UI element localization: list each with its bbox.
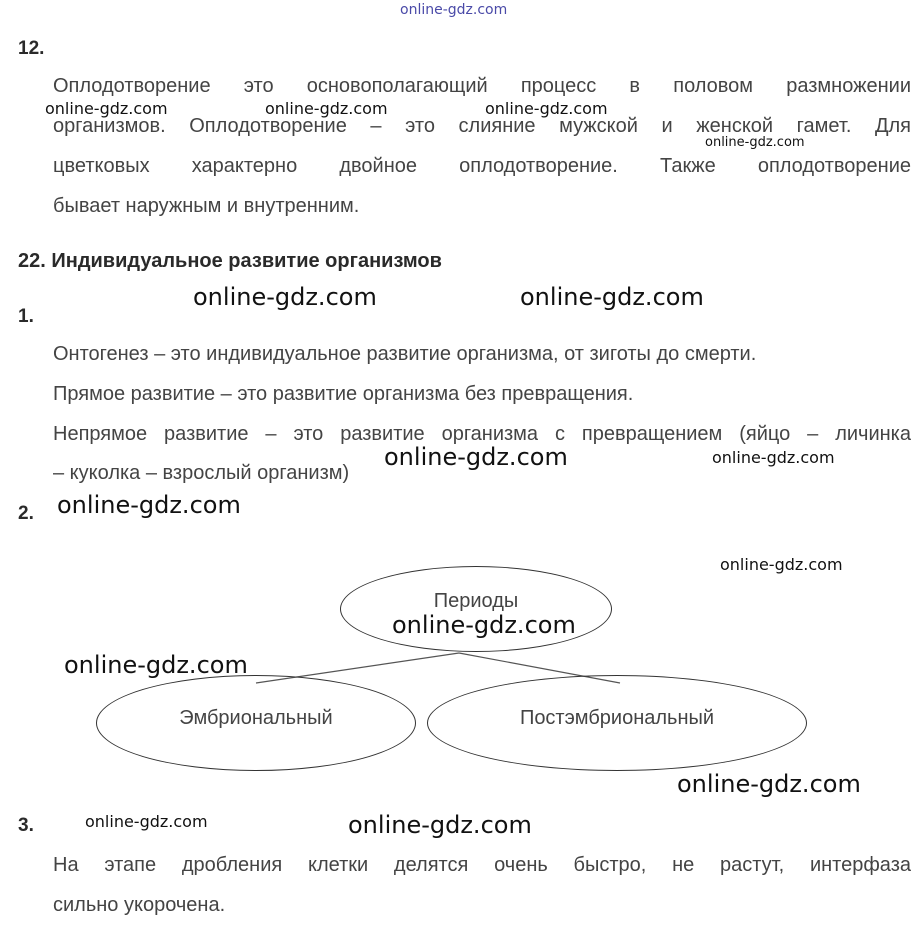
diagram-node-label: Постэмбриональный — [519, 706, 715, 729]
watermark: online-gdz.com — [85, 812, 208, 831]
answer-line: бывает наружным и внутренним. — [53, 195, 360, 217]
watermark: online-gdz.com — [712, 448, 835, 467]
answer-line: Оплодотворение это основополагающий процесс в половом размножении — [53, 75, 911, 97]
watermark: online-gdz.com — [64, 651, 248, 679]
watermark: online-gdz.com — [392, 611, 576, 639]
watermark: online-gdz.com — [57, 491, 241, 519]
diagram-node-postembryonic — [427, 675, 807, 771]
section-heading: 22. Индивидуальное развитие организмов — [18, 250, 442, 272]
question-3-number: 3. — [18, 815, 34, 836]
watermark: online-gdz.com — [705, 135, 805, 150]
watermark: online-gdz.com — [348, 811, 532, 839]
answer-line: сильно укорочена. — [53, 894, 226, 916]
answer-line: цветковых характерно двойное оплодотворение. Также оплодотворение — [53, 155, 911, 177]
answer-line: Онтогенез – это индивидуальное развитие организма, от зиготы до смерти. — [53, 343, 757, 365]
question-12-number: 12. — [18, 38, 45, 59]
answer-line: Прямое развитие – это развитие организма без превращения. — [53, 383, 634, 405]
answer-line: Непрямое развитие – это развитие организма с превращением (яйцо – личинка — [53, 423, 911, 445]
watermark: online-gdz.com — [677, 770, 861, 798]
watermark-top: online-gdz.com — [400, 2, 508, 18]
question-1-number: 1. — [18, 306, 34, 327]
watermark: online-gdz.com — [265, 99, 388, 118]
diagram-node-root — [340, 566, 612, 652]
watermark: online-gdz.com — [520, 283, 704, 311]
answer-line: – куколка – взрослый организм) — [53, 462, 350, 484]
answer-line: организмов. Оплодотворение – это слияние мужской и женской гамет. Для — [53, 115, 911, 137]
watermark: online-gdz.com — [384, 443, 568, 471]
answer-line: На этапе дробления клетки делятся очень быстро, не растут, интерфаза — [53, 854, 911, 876]
diagram-node-label: Эмбриональный — [179, 706, 333, 729]
question-3-answer — [53, 845, 911, 925]
watermark: online-gdz.com — [485, 99, 608, 118]
watermark: online-gdz.com — [720, 555, 843, 574]
watermark: online-gdz.com — [193, 283, 377, 311]
watermark: online-gdz.com — [45, 99, 168, 118]
diagram-node-embryonic — [96, 675, 416, 771]
diagram-node-label: Периоды — [433, 589, 519, 612]
question-2-number: 2. — [18, 503, 34, 524]
